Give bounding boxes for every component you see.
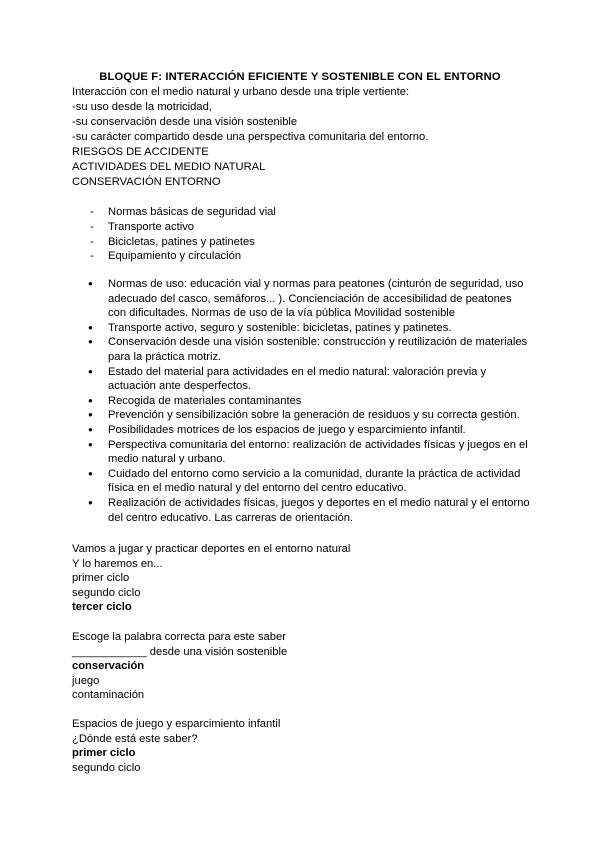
question-prompt: Vamos a jugar y practicar deportes en el entorno natural — [72, 543, 351, 555]
list-item: ● Cuidado del entorno como servicio a la comunidad, durante la práctica de actividad física en el medio natural y del entorno del centro educativo. — [72, 467, 532, 496]
answer-option[interactable]: segundo ciclo — [72, 587, 141, 599]
bullet-list — [72, 277, 532, 525]
dash-list — [72, 205, 276, 264]
section-heading: RIESGOS DE ACCIDENTE — [72, 146, 209, 158]
list-item: ● Estado del material para actividades en el medio natural: valoración previa y actuación ante desperfectos. — [72, 365, 532, 394]
intro-line: -su conservación desde una visión sostenible — [72, 116, 298, 128]
answer-option[interactable]: juego — [72, 675, 100, 687]
list-item: ● Prevención y sensibilización sobre la generación de residuos y su correcta gestión. — [72, 408, 532, 423]
list-item: ● Normas de uso: educación vial y normas para peatones (cinturón de seguridad, uso adecuado del casco, semáforos... ). Concienciación de accesibilidad de peatones con dificultades. Normas de uso de la vía pública Movilidad sostenible — [72, 277, 532, 321]
list-item: ● Recogida de materiales contaminantes — [72, 394, 532, 409]
answer-option[interactable]: contaminación — [72, 689, 145, 701]
intro-line: -su uso desde la motricidad, — [72, 101, 212, 113]
list-item: - Equipamiento y circulación — [72, 249, 276, 264]
list-item: - Normas básicas de seguridad vial — [72, 205, 276, 220]
list-item: ● Conservación desde una visión sostenible: construcción y reutilización de materiales para la práctica motriz. — [72, 335, 532, 364]
list-item: - Bicicletas, patines y patinetes — [72, 235, 276, 250]
section-heading: ACTIVIDADES DEL MEDIO NATURAL — [72, 161, 266, 173]
question-blank: ____________ desde una visión sostenible — [72, 646, 288, 658]
list-item: ● Realización de actividades físicas, juegos y deportes en el medio natural y el entorno del centro educativo. Las carreras de orientación. — [72, 496, 532, 525]
intro-line: -su carácter compartido desde una perspectiva comunitaria del entorno. — [72, 131, 429, 143]
list-item: ● Posibilidades motrices de los espacios de juego y esparcimiento infantil. — [72, 423, 532, 438]
answer-option-correct[interactable]: tercer ciclo — [72, 601, 132, 613]
list-item: ● Transporte activo, seguro y sostenible: bicicletas, patines y patinetes. — [72, 321, 532, 336]
answer-option[interactable]: primer ciclo — [72, 572, 130, 584]
list-item: - Transporte activo — [72, 220, 276, 235]
question-prompt: ¿Dónde está este saber? — [72, 733, 198, 745]
question-prompt: Escoge la palabra correcta para este saber — [72, 631, 286, 643]
question-prompt: Y lo haremos en... — [72, 558, 163, 570]
section-heading: CONSERVACIÓN ENTORNO — [72, 176, 221, 188]
answer-option-correct[interactable]: primer ciclo — [72, 747, 136, 759]
answer-option-correct[interactable]: conservación — [72, 660, 145, 672]
intro-line: Interacción con el medio natural y urbano desde una triple vertiente: — [72, 86, 410, 98]
answer-option[interactable]: segundo ciclo — [72, 762, 141, 774]
list-item: ● Perspectiva comunitaria del entorno: realización de actividades físicas y juegos en el medio natural y urbano. — [72, 438, 532, 467]
page-title: BLOQUE F: INTERACCIÓN EFICIENTE Y SOSTENIBLE CON EL ENTORNO — [99, 71, 501, 83]
question-prompt: Espacios de juego y esparcimiento infantil — [72, 718, 281, 730]
